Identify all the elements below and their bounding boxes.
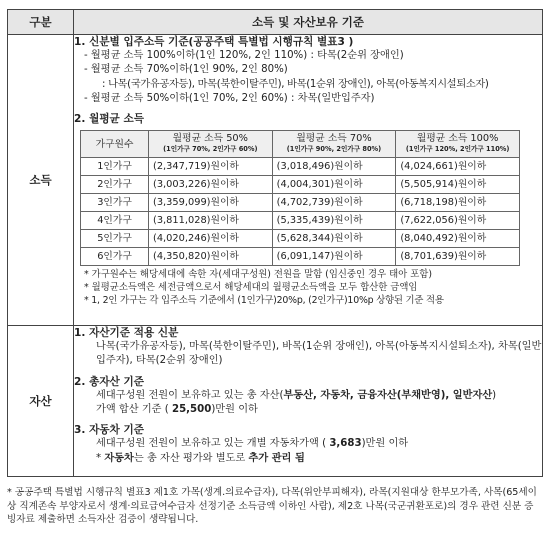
text: 는 총 자산 평가와 별도로 bbox=[133, 452, 249, 464]
column-title: 월평균 소득 100% bbox=[416, 133, 499, 145]
household-size: 6인가구 bbox=[81, 248, 149, 266]
column-title: 월평균 소득 70% bbox=[296, 133, 372, 145]
asset-category: 자산 bbox=[8, 326, 74, 477]
income-value: (5,505,914)원이하 bbox=[396, 176, 520, 194]
income-value: (3,003,226)원이하 bbox=[149, 176, 273, 194]
table-row bbox=[81, 248, 520, 266]
header-category: 구분 bbox=[8, 10, 74, 35]
household-size-header: 가구원수 bbox=[81, 131, 149, 158]
household-size: 2인가구 bbox=[81, 176, 149, 194]
income-value: (2,347,719)원이하 bbox=[149, 158, 273, 176]
asset-section2-title: 2. 총자산 기준 bbox=[74, 375, 144, 388]
income-note: * 월평균소득액은 세전금액으로서 해당세대의 월평균소득액을 모두 합산한 금액임 bbox=[84, 282, 418, 294]
income-section2-title: 2. 월평균 소득 bbox=[74, 113, 144, 126]
header-row bbox=[8, 10, 543, 35]
asset-section1-title: 1. 자산기준 적용 신분 bbox=[74, 327, 179, 339]
income-value: (3,359,099)원이하 bbox=[149, 194, 273, 212]
income-value: (4,024,661)원이하 bbox=[396, 158, 520, 176]
table-row bbox=[81, 176, 520, 194]
income-50-header bbox=[149, 131, 273, 158]
income-table-header bbox=[81, 131, 520, 158]
table-row bbox=[81, 230, 520, 248]
income-value: (5,335,439)원이하 bbox=[272, 212, 396, 230]
text-bold: 자동차 bbox=[104, 452, 134, 464]
household-size: 1인가구 bbox=[81, 158, 149, 176]
income-row bbox=[8, 35, 543, 326]
asset-section3-title: 3. 자동차 기준 bbox=[74, 424, 144, 437]
total-asset-criterion bbox=[74, 389, 542, 417]
column-subtitle: (1인가구 90%, 2인가구 80%) bbox=[286, 145, 382, 154]
income-line: - 월평균 소득 50%이하(1인 70%, 2인 60%) : 차목(일반입주자) bbox=[84, 92, 375, 104]
income-line: - 월평균 소득 70%이하(1인 90%, 2인 80%) bbox=[84, 64, 288, 76]
column-subtitle: (1인가구 120%, 2인가구 110%) bbox=[405, 145, 510, 154]
income-100-header bbox=[396, 131, 520, 158]
criteria-table bbox=[7, 9, 543, 477]
household-size: 5인가구 bbox=[81, 230, 149, 248]
income-table bbox=[80, 130, 520, 266]
income-value: (6,718,198)원이하 bbox=[396, 194, 520, 212]
income-value: (4,702,739)원이하 bbox=[272, 194, 396, 212]
income-70-header bbox=[272, 131, 396, 158]
income-content bbox=[74, 35, 543, 326]
vehicle-limit-amount: 3,683 bbox=[329, 438, 362, 450]
text: 세대구성원 전원이 보유하고 있는 총 자산( bbox=[96, 389, 284, 401]
household-size: 3인가구 bbox=[81, 194, 149, 212]
income-note: * 가구원수는 해당세대에 속한 자(세대구성원) 전원을 말함 (임신중인 경우 태아 포함) bbox=[84, 269, 432, 281]
asset-types: 부동산, 자동차, 금융자산(부채반영), 일반자산 bbox=[283, 389, 493, 401]
income-value: (4,020,246)원이하 bbox=[149, 230, 273, 248]
income-value: (8,701,639)원이하 bbox=[396, 248, 520, 266]
column-title: 월평균 소득 50% bbox=[172, 133, 248, 145]
text: 가액 합산 기준 ( bbox=[96, 404, 169, 416]
text: )만원 이하 bbox=[361, 438, 409, 450]
income-value: (8,040,492)원이하 bbox=[396, 230, 520, 248]
footnote: * 공공주택 특별법 시행규칙 별표3 제1호 가목(생계.의료수급자), 다목(위안부피해자), 라목(지원대상 한부모가족, 사목(65세이상 직계존속 부양자로서 생계·의료급여수급자 선정기준 소득금액 이하인 사람), 제2호 나목(국군귀환포로)의 경우 관련 신분 증빙자료 제출하면 소득자산 검증이 생략됩니다. bbox=[7, 487, 537, 525]
income-value: (7,622,056)원이하 bbox=[396, 212, 520, 230]
text: 세대구성원 전원이 보유하고 있는 개별 자동차가액 ( bbox=[96, 438, 327, 450]
text: * bbox=[96, 452, 105, 464]
household-size: 4인가구 bbox=[81, 212, 149, 230]
table-row bbox=[81, 212, 520, 230]
vehicle-criterion bbox=[74, 437, 542, 465]
table-row bbox=[81, 194, 520, 212]
asset-content bbox=[74, 326, 543, 477]
income-category: 소득 bbox=[8, 35, 74, 326]
text-bold: 추가 관리 됨 bbox=[248, 452, 305, 464]
asset-row bbox=[8, 326, 543, 477]
income-section1-title: 1. 신분별 입주소득 기준(공공주택 특별법 시행규칙 별표3 ) bbox=[74, 36, 354, 48]
income-line: : 나목(국가유공자등), 마목(북한이탈주민), 바목(1순위 장애인), 아목(아동복지시설퇴소자) bbox=[102, 78, 489, 90]
asset-limit-amount: 25,500 bbox=[172, 404, 212, 416]
header-criteria: 소득 및 자산보유 기준 bbox=[74, 10, 543, 35]
column-subtitle: (1인가구 70%, 2인가구 60%) bbox=[163, 145, 258, 154]
income-value: (6,091,147)원이하 bbox=[272, 248, 396, 266]
income-value: (5,628,344)원이하 bbox=[272, 230, 396, 248]
income-value: (4,350,820)원이하 bbox=[149, 248, 273, 266]
income-note: * 1, 2인 가구는 각 입주소득 기준에서 (1인가구)20%p, (2인가구)10%p 상향된 기준 적용 bbox=[84, 295, 444, 307]
text: )만원 이하 bbox=[211, 404, 258, 416]
table-row bbox=[81, 158, 520, 176]
text: ) bbox=[492, 389, 497, 401]
income-value: (4,004,301)원이하 bbox=[272, 176, 396, 194]
income-value: (3,018,496)원이하 bbox=[272, 158, 396, 176]
income-value: (3,811,028)원이하 bbox=[149, 212, 273, 230]
income-line: - 월평균 소득 100%이하(1인 120%, 2인 110%) : 타목(2순위 장애인) bbox=[84, 50, 404, 62]
asset-eligible-status: 나목(국가유공자등), 마목(북한이탈주민), 바목(1순위 장애인), 아목(아동복지시설퇴소자), 차목(일반입주자), 타목(2순위 장애인) bbox=[96, 341, 542, 367]
